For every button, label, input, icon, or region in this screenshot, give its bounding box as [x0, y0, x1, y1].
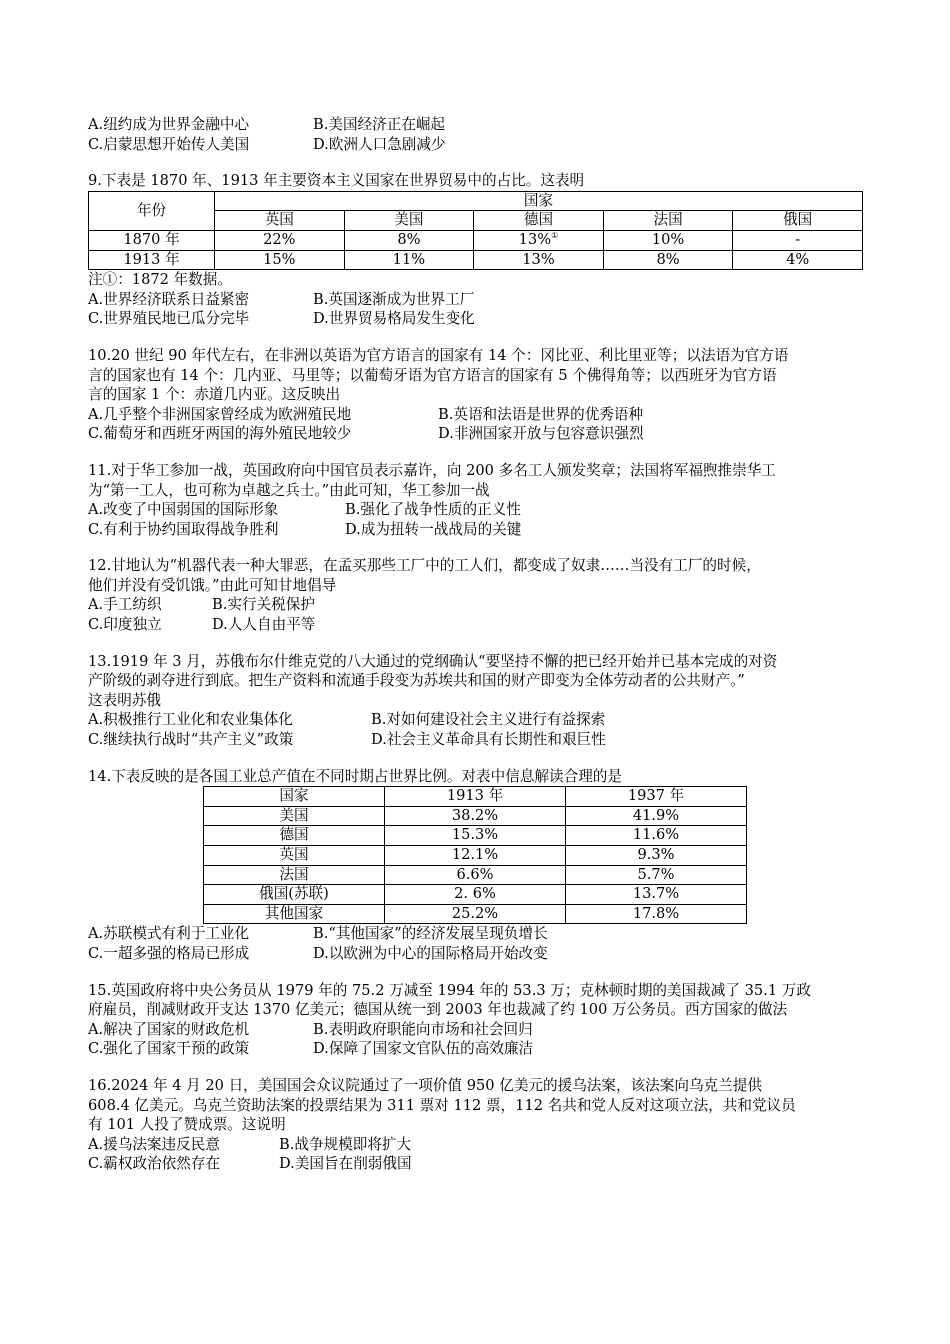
question-stem-line: 他们并没有受饥饿。”由此可知甘地倡导 [88, 576, 337, 594]
option-b[interactable]: B.强化了战争性质的正义性 [345, 501, 521, 519]
option-c[interactable]: C.一超多强的格局已形成 [88, 944, 250, 962]
table-cell: 8% [344, 230, 474, 250]
table-cell: 13.7% [566, 885, 747, 905]
option-a[interactable]: A.改变了中国弱国的国际形象 [88, 501, 279, 519]
country-header: 法国 [603, 211, 733, 231]
question-14 [88, 767, 863, 964]
question-stem-line: 12.甘地认为“机器代表一种大罪恶，在孟买那些工厂中的工人们，都变成了奴隶……当没有工厂的时候， [88, 557, 761, 575]
table-cell: 25.2% [385, 904, 566, 924]
column-header: 1937 年 [566, 787, 747, 807]
option-b[interactable]: B.表明政府职能向市场和社会回归 [313, 1020, 533, 1038]
table-cell: 8% [603, 250, 733, 270]
table-row [89, 250, 863, 270]
country-header: 俄国 [733, 211, 863, 231]
exam-page [88, 115, 863, 1174]
option-c[interactable]: C.有利于协约国取得战争胜利 [88, 520, 279, 538]
question-8-options [88, 115, 863, 154]
question-stem-line: 言的国家 1 个：赤道几内亚。这反映出 [88, 386, 341, 404]
option-c[interactable]: C.世界殖民地已瓜分完毕 [88, 310, 250, 328]
table-note: 注①：1872 年数据。 [88, 271, 232, 289]
question-stem-line: 为“第一工人，也可称为卓越之兵士。”由此可知，华工参加一战 [88, 481, 490, 499]
table-cell: 4% [733, 250, 863, 270]
table-cell: 11.6% [566, 826, 747, 846]
option-d[interactable]: D.人人自由平等 [212, 616, 316, 634]
country-header: 英国 [215, 211, 345, 231]
table-cell: 17.8% [566, 904, 747, 924]
table-cell: 13%① [474, 230, 604, 250]
table-cell: 15.3% [385, 826, 566, 846]
option-a[interactable]: A.解决了国家的财政危机 [88, 1020, 250, 1038]
table-cell: 22% [215, 230, 345, 250]
question-stem-line: 10.20 世纪 90 年代左右，在非洲以英语为官方语言的国家有 14 个：冈比亚、利比里亚等；以法语为官方语 [88, 346, 789, 364]
question-13 [88, 652, 863, 750]
header-country: 国家 [215, 191, 863, 211]
industrial-output-table [203, 786, 747, 924]
question-stem-line: 产阶级的剥夺进行到底。把生产资料和流通手段变为苏埃共和国的财产即变为全体劳动者的公共财产。” [88, 672, 745, 690]
question-stem-line: 11.对于华工参加一战，英国政府向中国官员表示嘉许，向 200 多名工人颁发奖章；法国将军福煦推崇华工 [88, 461, 776, 479]
table-cell: 法国 [204, 865, 385, 885]
option-c[interactable]: C.霸权政治依然存在 [88, 1155, 221, 1173]
table-row [204, 885, 747, 905]
footnote-mark: ① [551, 231, 559, 241]
option-b[interactable]: B.实行关税保护 [212, 596, 315, 614]
question-stem-line: 608.4 亿美元。乌克兰资助法案的投票结果为 311 票对 112 票，112 名共和党人反对这项立法，共和党议员 [88, 1096, 796, 1114]
question-stem-line: 有 101 人投了赞成票。这说明 [88, 1116, 286, 1134]
table-cell: 美国 [204, 806, 385, 826]
question-12 [88, 556, 863, 634]
option-d[interactable]: D.保障了国家文官队伍的高效廉洁 [313, 1040, 534, 1058]
question-10 [88, 346, 863, 444]
question-16 [88, 1076, 863, 1174]
option-a[interactable]: A.积极推行工业化和农业集体化 [88, 711, 293, 729]
question-stem-line: 府雇员，削减财政开支达 1370 亿美元；德国从统一到 2003 年也裁减了约 100 万公务员。西方国家的做法 [88, 1001, 788, 1019]
option-d[interactable]: D.美国旨在削弱俄国 [279, 1155, 412, 1173]
question-stem-line: 13.1919 年 3 月，苏俄布尔什维克党的八大通过的党纲确认“要坚持不懈的把已经开始并已基本完成的对资 [88, 652, 778, 670]
table-cell: 俄国(苏联) [204, 885, 385, 905]
option-d[interactable]: D.世界贸易格局发生变化 [313, 310, 475, 328]
option-b[interactable]: B.美国经济正在崛起 [313, 116, 446, 133]
question-stem: 9.下表是 1870 年、1913 年主要资本主义国家在世界贸易中的占比。这表明 [88, 172, 585, 190]
option-a[interactable]: A.苏联模式有利于工业化 [88, 925, 250, 943]
option-b[interactable]: B.战争规模即将扩大 [279, 1135, 412, 1153]
table-cell: 12.1% [385, 846, 566, 866]
question-stem: 14.下表反映的是各国工业总产值在不同时期占世界比例。对表中信息解读合理的是 [88, 767, 622, 785]
year-cell: 1870 年 [89, 230, 215, 250]
table-cell: 9.3% [566, 846, 747, 866]
table-cell: 13% [474, 250, 604, 270]
question-stem-line: 15.英国政府将中央公务员从 1979 年的 75.2 万减至 1994 年的 53.3 万；克林顿时期的美国裁减了 35.1 万政 [88, 981, 811, 999]
table-cell: 38.2% [385, 806, 566, 826]
question-stem-line: 言的国家也有 14 个：几内亚、马里等；以葡萄牙语为官方语言的国家有 5 个佛得角等；以西班牙为官方语 [88, 366, 777, 384]
option-b[interactable]: B.对如何建设社会主义进行有益探索 [371, 711, 606, 729]
question-15 [88, 981, 863, 1059]
table-row [204, 846, 747, 866]
option-c[interactable]: C.强化了国家干预的政策 [88, 1040, 250, 1058]
option-d[interactable]: D.以欧洲为中心的国际格局开始改变 [313, 944, 548, 962]
table-cell: 6.6% [385, 865, 566, 885]
country-header: 美国 [344, 211, 474, 231]
option-b[interactable]: B.英语和法语是世界的优秀语种 [438, 405, 644, 423]
option-a[interactable]: A.手工纺织 [88, 596, 162, 614]
table-cell: - [733, 230, 863, 250]
year-cell: 1913 年 [89, 250, 215, 270]
table-cell: 5.7% [566, 865, 747, 885]
table-row [204, 904, 747, 924]
table-row [89, 230, 863, 250]
table-cell: 其他国家 [204, 904, 385, 924]
option-b[interactable]: B.“其他国家”的经济发展呈现负增长 [313, 925, 548, 943]
question-stem-line: 这表明苏俄 [88, 691, 161, 709]
table-row [204, 806, 747, 826]
option-a[interactable]: A.世界经济联系日益紧密 [88, 290, 250, 308]
header-year: 年份 [89, 191, 215, 230]
question-stem-line: 16.2024 年 4 月 20 日，美国国会众议院通过了一项价值 950 亿美元的援乌法案，该法案向乌克兰提供 [88, 1076, 762, 1094]
table-cell: 英国 [204, 846, 385, 866]
table-cell: 11% [344, 250, 474, 270]
country-header: 德国 [474, 211, 604, 231]
option-d[interactable]: D.非洲国家开放与包容意识强烈 [438, 425, 644, 443]
option-d[interactable]: D.成为扭转一战战局的关键 [345, 520, 522, 538]
question-9 [88, 171, 863, 329]
option-c[interactable]: C.葡萄牙和西班牙两国的海外殖民地较少 [88, 425, 352, 443]
table-cell: 15% [215, 250, 345, 270]
option-a[interactable]: A.纽约成为世界金融中心 [88, 116, 250, 133]
option-c[interactable]: C.印度独立 [88, 616, 162, 634]
table-cell: 10% [603, 230, 733, 250]
option-a[interactable]: A.援乌法案违反民意 [88, 1135, 220, 1153]
table-cell: 2. 6% [385, 885, 566, 905]
table-row [204, 865, 747, 885]
column-header: 1913 年 [385, 787, 566, 807]
trade-share-table [88, 191, 863, 270]
column-header: 国家 [204, 787, 385, 807]
table-row [204, 826, 747, 846]
option-c[interactable]: C.启蒙思想开始传人美国 [88, 135, 250, 153]
question-11 [88, 461, 863, 539]
option-b[interactable]: B.英国逐渐成为世界工厂 [313, 290, 475, 308]
table-cell: 41.9% [566, 806, 747, 826]
option-d[interactable]: D.欧洲人口急剧减少 [313, 135, 446, 153]
option-d[interactable]: D.社会主义革命具有长期性和艰巨性 [371, 731, 606, 749]
option-c[interactable]: C.继续执行战时“共产主义”政策 [88, 731, 294, 749]
table-cell: 德国 [204, 826, 385, 846]
option-a[interactable]: A.几乎整个非洲国家曾经成为欧洲殖民地 [88, 405, 352, 423]
